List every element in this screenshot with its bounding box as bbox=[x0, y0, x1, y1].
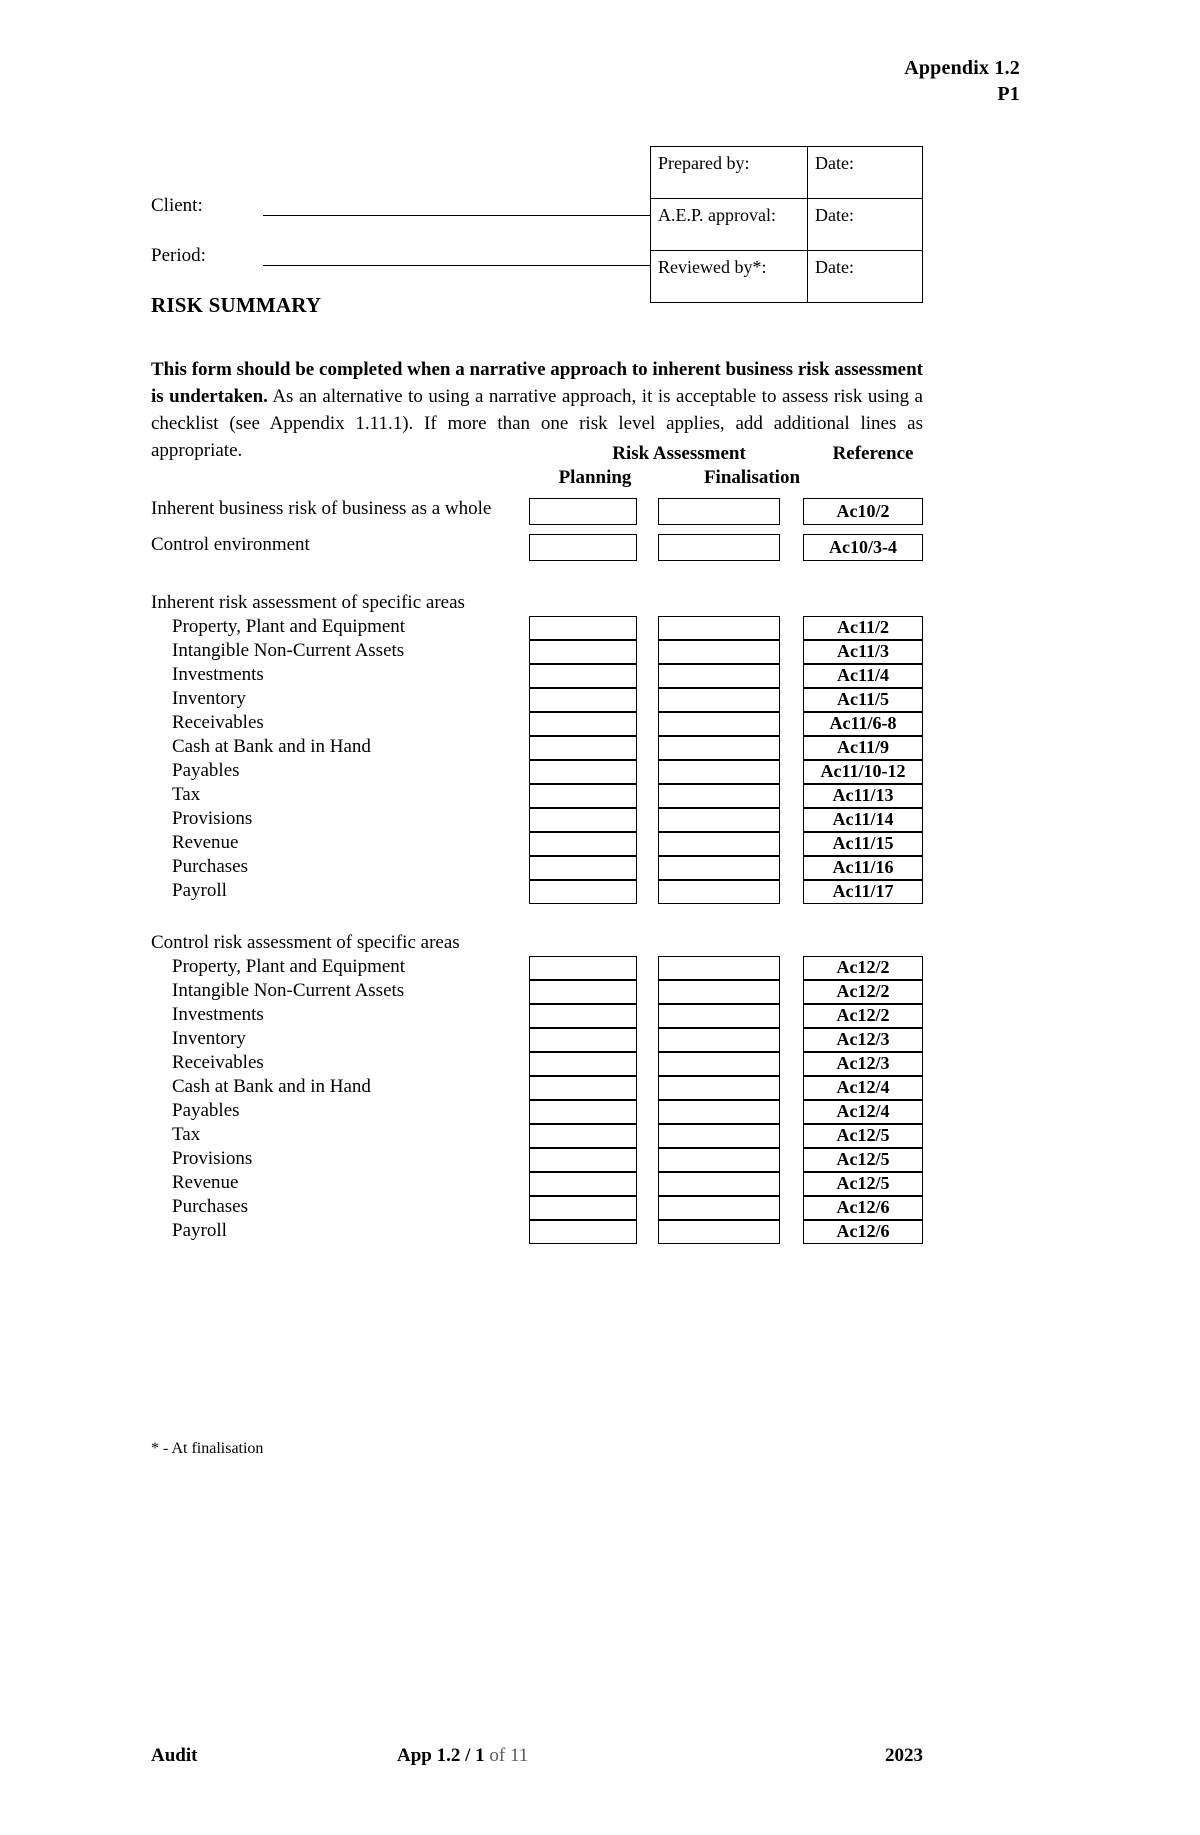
table-row bbox=[651, 199, 923, 251]
reference-code: Ac12/5 bbox=[803, 1124, 923, 1148]
reference-code: Ac12/6 bbox=[803, 1196, 923, 1220]
column-headers bbox=[151, 443, 923, 489]
planning-checkbox[interactable] bbox=[529, 712, 637, 736]
planning-checkbox[interactable] bbox=[529, 534, 637, 561]
table-row bbox=[651, 251, 923, 303]
aep-approval-label[interactable]: A.E.P. approval: bbox=[651, 199, 808, 251]
planning-checkbox[interactable] bbox=[529, 1196, 637, 1220]
planning-checkbox[interactable] bbox=[529, 1052, 637, 1076]
period-field-row bbox=[151, 220, 651, 270]
header-finalisation: Finalisation bbox=[703, 467, 801, 488]
planning-checkbox[interactable] bbox=[529, 1172, 637, 1196]
reference-code: Ac12/2 bbox=[803, 956, 923, 980]
finalisation-checkbox[interactable] bbox=[658, 808, 780, 832]
row-label: Cash at Bank and in Hand bbox=[172, 1076, 371, 1097]
planning-checkbox[interactable] bbox=[529, 880, 637, 904]
planning-checkbox[interactable] bbox=[529, 688, 637, 712]
reference-code: Ac11/5 bbox=[803, 688, 923, 712]
finalisation-checkbox[interactable] bbox=[658, 664, 780, 688]
reference-code: Ac12/3 bbox=[803, 1052, 923, 1076]
row-label: Revenue bbox=[172, 832, 239, 853]
footnote: * - At finalisation bbox=[151, 1440, 264, 1457]
planning-checkbox[interactable] bbox=[529, 760, 637, 784]
finalisation-checkbox[interactable] bbox=[658, 784, 780, 808]
group-heading: Control risk assessment of specific areas bbox=[151, 932, 460, 953]
reference-code: Ac11/3 bbox=[803, 640, 923, 664]
table-row bbox=[151, 1172, 923, 1196]
finalisation-checkbox[interactable] bbox=[658, 1052, 780, 1076]
finalisation-checkbox[interactable] bbox=[658, 688, 780, 712]
finalisation-checkbox[interactable] bbox=[658, 1028, 780, 1052]
table-row bbox=[151, 534, 923, 570]
row-label: Receivables bbox=[172, 712, 264, 733]
table-row bbox=[151, 856, 923, 880]
planning-checkbox[interactable] bbox=[529, 616, 637, 640]
signature-table-body bbox=[651, 147, 923, 303]
reference-code: Ac12/5 bbox=[803, 1172, 923, 1196]
table-row bbox=[151, 1220, 923, 1244]
row-label: Property, Plant and Equipment bbox=[172, 956, 406, 977]
table-row bbox=[151, 880, 923, 904]
reference-code: Ac11/10-12 bbox=[803, 760, 923, 784]
footer-center bbox=[397, 1745, 528, 1767]
table-row bbox=[151, 832, 923, 856]
row-label: Control environment bbox=[151, 534, 310, 555]
client-label: Client: bbox=[151, 195, 203, 216]
reference-code: Ac10/3-4 bbox=[803, 534, 923, 561]
aep-approval-date-label[interactable]: Date: bbox=[808, 199, 923, 251]
finalisation-checkbox[interactable] bbox=[658, 832, 780, 856]
row-label: Provisions bbox=[172, 808, 253, 829]
finalisation-checkbox[interactable] bbox=[658, 616, 780, 640]
table-row bbox=[151, 760, 923, 784]
spacer bbox=[151, 904, 923, 932]
table-row bbox=[151, 1124, 923, 1148]
finalisation-checkbox[interactable] bbox=[658, 1220, 780, 1244]
intro-bold-text: This form should be completed when a narrative approach to inherent business risk assessment is undertaken. bbox=[151, 359, 923, 407]
table-row bbox=[151, 956, 923, 980]
header-risk-assessment: Risk Assessment bbox=[612, 443, 746, 464]
reference-code: Ac10/2 bbox=[803, 498, 923, 525]
finalisation-checkbox[interactable] bbox=[658, 640, 780, 664]
reference-code: Ac11/2 bbox=[803, 616, 923, 640]
row-label: Purchases bbox=[172, 1196, 248, 1217]
row-label: Investments bbox=[172, 1004, 264, 1025]
header-planning: Planning bbox=[558, 467, 632, 488]
row-label: Inventory bbox=[172, 688, 246, 709]
finalisation-checkbox[interactable] bbox=[658, 956, 780, 980]
planning-checkbox[interactable] bbox=[529, 1220, 637, 1244]
row-label: Inventory bbox=[172, 1028, 246, 1049]
row-label: Property, Plant and Equipment bbox=[172, 616, 406, 637]
reference-code: Ac12/5 bbox=[803, 1148, 923, 1172]
planning-checkbox[interactable] bbox=[529, 1004, 637, 1028]
group-heading: Inherent risk assessment of specific areas bbox=[151, 592, 465, 613]
planning-checkbox[interactable] bbox=[529, 856, 637, 880]
row-label: Payroll bbox=[172, 1220, 227, 1241]
prepared-by-label[interactable]: Prepared by: bbox=[651, 147, 808, 199]
planning-checkbox[interactable] bbox=[529, 1148, 637, 1172]
planning-checkbox[interactable] bbox=[529, 1028, 637, 1052]
client-period-block bbox=[151, 170, 651, 270]
row-label: Provisions bbox=[172, 1148, 253, 1169]
row-label: Payroll bbox=[172, 880, 227, 901]
table-row bbox=[151, 980, 923, 1004]
reference-code: Ac12/2 bbox=[803, 980, 923, 1004]
finalisation-checkbox[interactable] bbox=[658, 880, 780, 904]
row-label: Purchases bbox=[172, 856, 248, 877]
reference-code: Ac11/13 bbox=[803, 784, 923, 808]
row-label: Payables bbox=[172, 1100, 240, 1121]
page-title: RISK SUMMARY bbox=[151, 293, 322, 317]
planning-checkbox[interactable] bbox=[529, 1100, 637, 1124]
table-row bbox=[151, 688, 923, 712]
reviewed-by-date-label[interactable]: Date: bbox=[808, 251, 923, 303]
planning-checkbox[interactable] bbox=[529, 498, 637, 525]
row-label: Tax bbox=[172, 1124, 201, 1145]
row-label: Cash at Bank and in Hand bbox=[172, 736, 371, 757]
planning-checkbox[interactable] bbox=[529, 808, 637, 832]
footer-center-light: of 11 bbox=[484, 1745, 529, 1766]
table-row bbox=[151, 1028, 923, 1052]
spacer bbox=[151, 570, 923, 592]
table-row bbox=[151, 616, 923, 640]
intro-rest-text: As an alternative to using a narrative approach, it is acceptable to assess risk using a checklist (see Appendix 1.11.1). If more than one risk level applies, add additional lines as appropriate. bbox=[151, 385, 923, 461]
table-row bbox=[151, 1148, 923, 1172]
planning-checkbox[interactable] bbox=[529, 784, 637, 808]
period-input-line[interactable] bbox=[263, 265, 651, 266]
finalisation-checkbox[interactable] bbox=[658, 1100, 780, 1124]
page-code: P1 bbox=[997, 83, 1020, 106]
table-row bbox=[151, 736, 923, 760]
row-label: Revenue bbox=[172, 1172, 239, 1193]
client-input-line[interactable] bbox=[263, 215, 651, 216]
reference-code: Ac12/4 bbox=[803, 1100, 923, 1124]
finalisation-checkbox[interactable] bbox=[658, 1196, 780, 1220]
reference-code: Ac11/14 bbox=[803, 808, 923, 832]
table-row bbox=[151, 1004, 923, 1028]
signature-table bbox=[650, 146, 923, 303]
footer-left: Audit bbox=[151, 1745, 198, 1766]
row-label: Tax bbox=[172, 784, 201, 805]
footer-right: 2023 bbox=[885, 1745, 923, 1766]
finalisation-checkbox[interactable] bbox=[658, 760, 780, 784]
period-label: Period: bbox=[151, 245, 206, 266]
row-label: Intangible Non-Current Assets bbox=[172, 980, 405, 1001]
finalisation-checkbox[interactable] bbox=[658, 1076, 780, 1100]
finalisation-checkbox[interactable] bbox=[658, 712, 780, 736]
finalisation-checkbox[interactable] bbox=[658, 856, 780, 880]
row-label: Investments bbox=[172, 664, 264, 685]
reference-code: Ac11/9 bbox=[803, 736, 923, 760]
table-row bbox=[151, 784, 923, 808]
group-heading-row bbox=[151, 592, 923, 616]
planning-checkbox[interactable] bbox=[529, 832, 637, 856]
finalisation-checkbox[interactable] bbox=[658, 498, 780, 525]
table-row bbox=[151, 1076, 923, 1100]
planning-checkbox[interactable] bbox=[529, 664, 637, 688]
reviewed-by-label[interactable]: Reviewed by*: bbox=[651, 251, 808, 303]
finalisation-checkbox[interactable] bbox=[658, 1148, 780, 1172]
planning-checkbox[interactable] bbox=[529, 956, 637, 980]
reference-code: Ac11/17 bbox=[803, 880, 923, 904]
table-row bbox=[651, 147, 923, 199]
group-heading-row bbox=[151, 932, 923, 956]
header-reference: Reference bbox=[832, 443, 914, 464]
finalisation-checkbox[interactable] bbox=[658, 1172, 780, 1196]
planning-checkbox[interactable] bbox=[529, 640, 637, 664]
reference-code: Ac11/4 bbox=[803, 664, 923, 688]
appendix-number: Appendix 1.2 bbox=[904, 57, 1020, 79]
document-header bbox=[904, 55, 1020, 108]
footer-center-bold: App 1.2 / 1 bbox=[397, 1745, 485, 1766]
table-row bbox=[151, 808, 923, 832]
table-row bbox=[151, 1100, 923, 1124]
finalisation-checkbox[interactable] bbox=[658, 1124, 780, 1148]
row-label: Payables bbox=[172, 760, 240, 781]
client-field-row bbox=[151, 170, 651, 220]
reference-code: Ac12/3 bbox=[803, 1028, 923, 1052]
reference-code: Ac12/2 bbox=[803, 1004, 923, 1028]
planning-checkbox[interactable] bbox=[529, 1076, 637, 1100]
finalisation-checkbox[interactable] bbox=[658, 980, 780, 1004]
table-row bbox=[151, 640, 923, 664]
reference-code: Ac12/6 bbox=[803, 1220, 923, 1244]
row-label: Intangible Non-Current Assets bbox=[172, 640, 405, 661]
table-row bbox=[151, 1196, 923, 1220]
table-row bbox=[151, 498, 923, 534]
table-row bbox=[151, 1052, 923, 1076]
prepared-by-date-label[interactable]: Date: bbox=[808, 147, 923, 199]
planning-checkbox[interactable] bbox=[529, 980, 637, 1004]
finalisation-checkbox[interactable] bbox=[658, 1004, 780, 1028]
reference-code: Ac11/16 bbox=[803, 856, 923, 880]
row-label: Receivables bbox=[172, 1052, 264, 1073]
table-row bbox=[151, 664, 923, 688]
reference-code: Ac11/15 bbox=[803, 832, 923, 856]
reference-code: Ac12/4 bbox=[803, 1076, 923, 1100]
finalisation-checkbox[interactable] bbox=[658, 736, 780, 760]
planning-checkbox[interactable] bbox=[529, 736, 637, 760]
planning-checkbox[interactable] bbox=[529, 1124, 637, 1148]
finalisation-checkbox[interactable] bbox=[658, 534, 780, 561]
risk-rows bbox=[151, 498, 923, 1244]
reference-code: Ac11/6-8 bbox=[803, 712, 923, 736]
row-label: Inherent business risk of business as a whole bbox=[151, 498, 492, 519]
table-row bbox=[151, 712, 923, 736]
